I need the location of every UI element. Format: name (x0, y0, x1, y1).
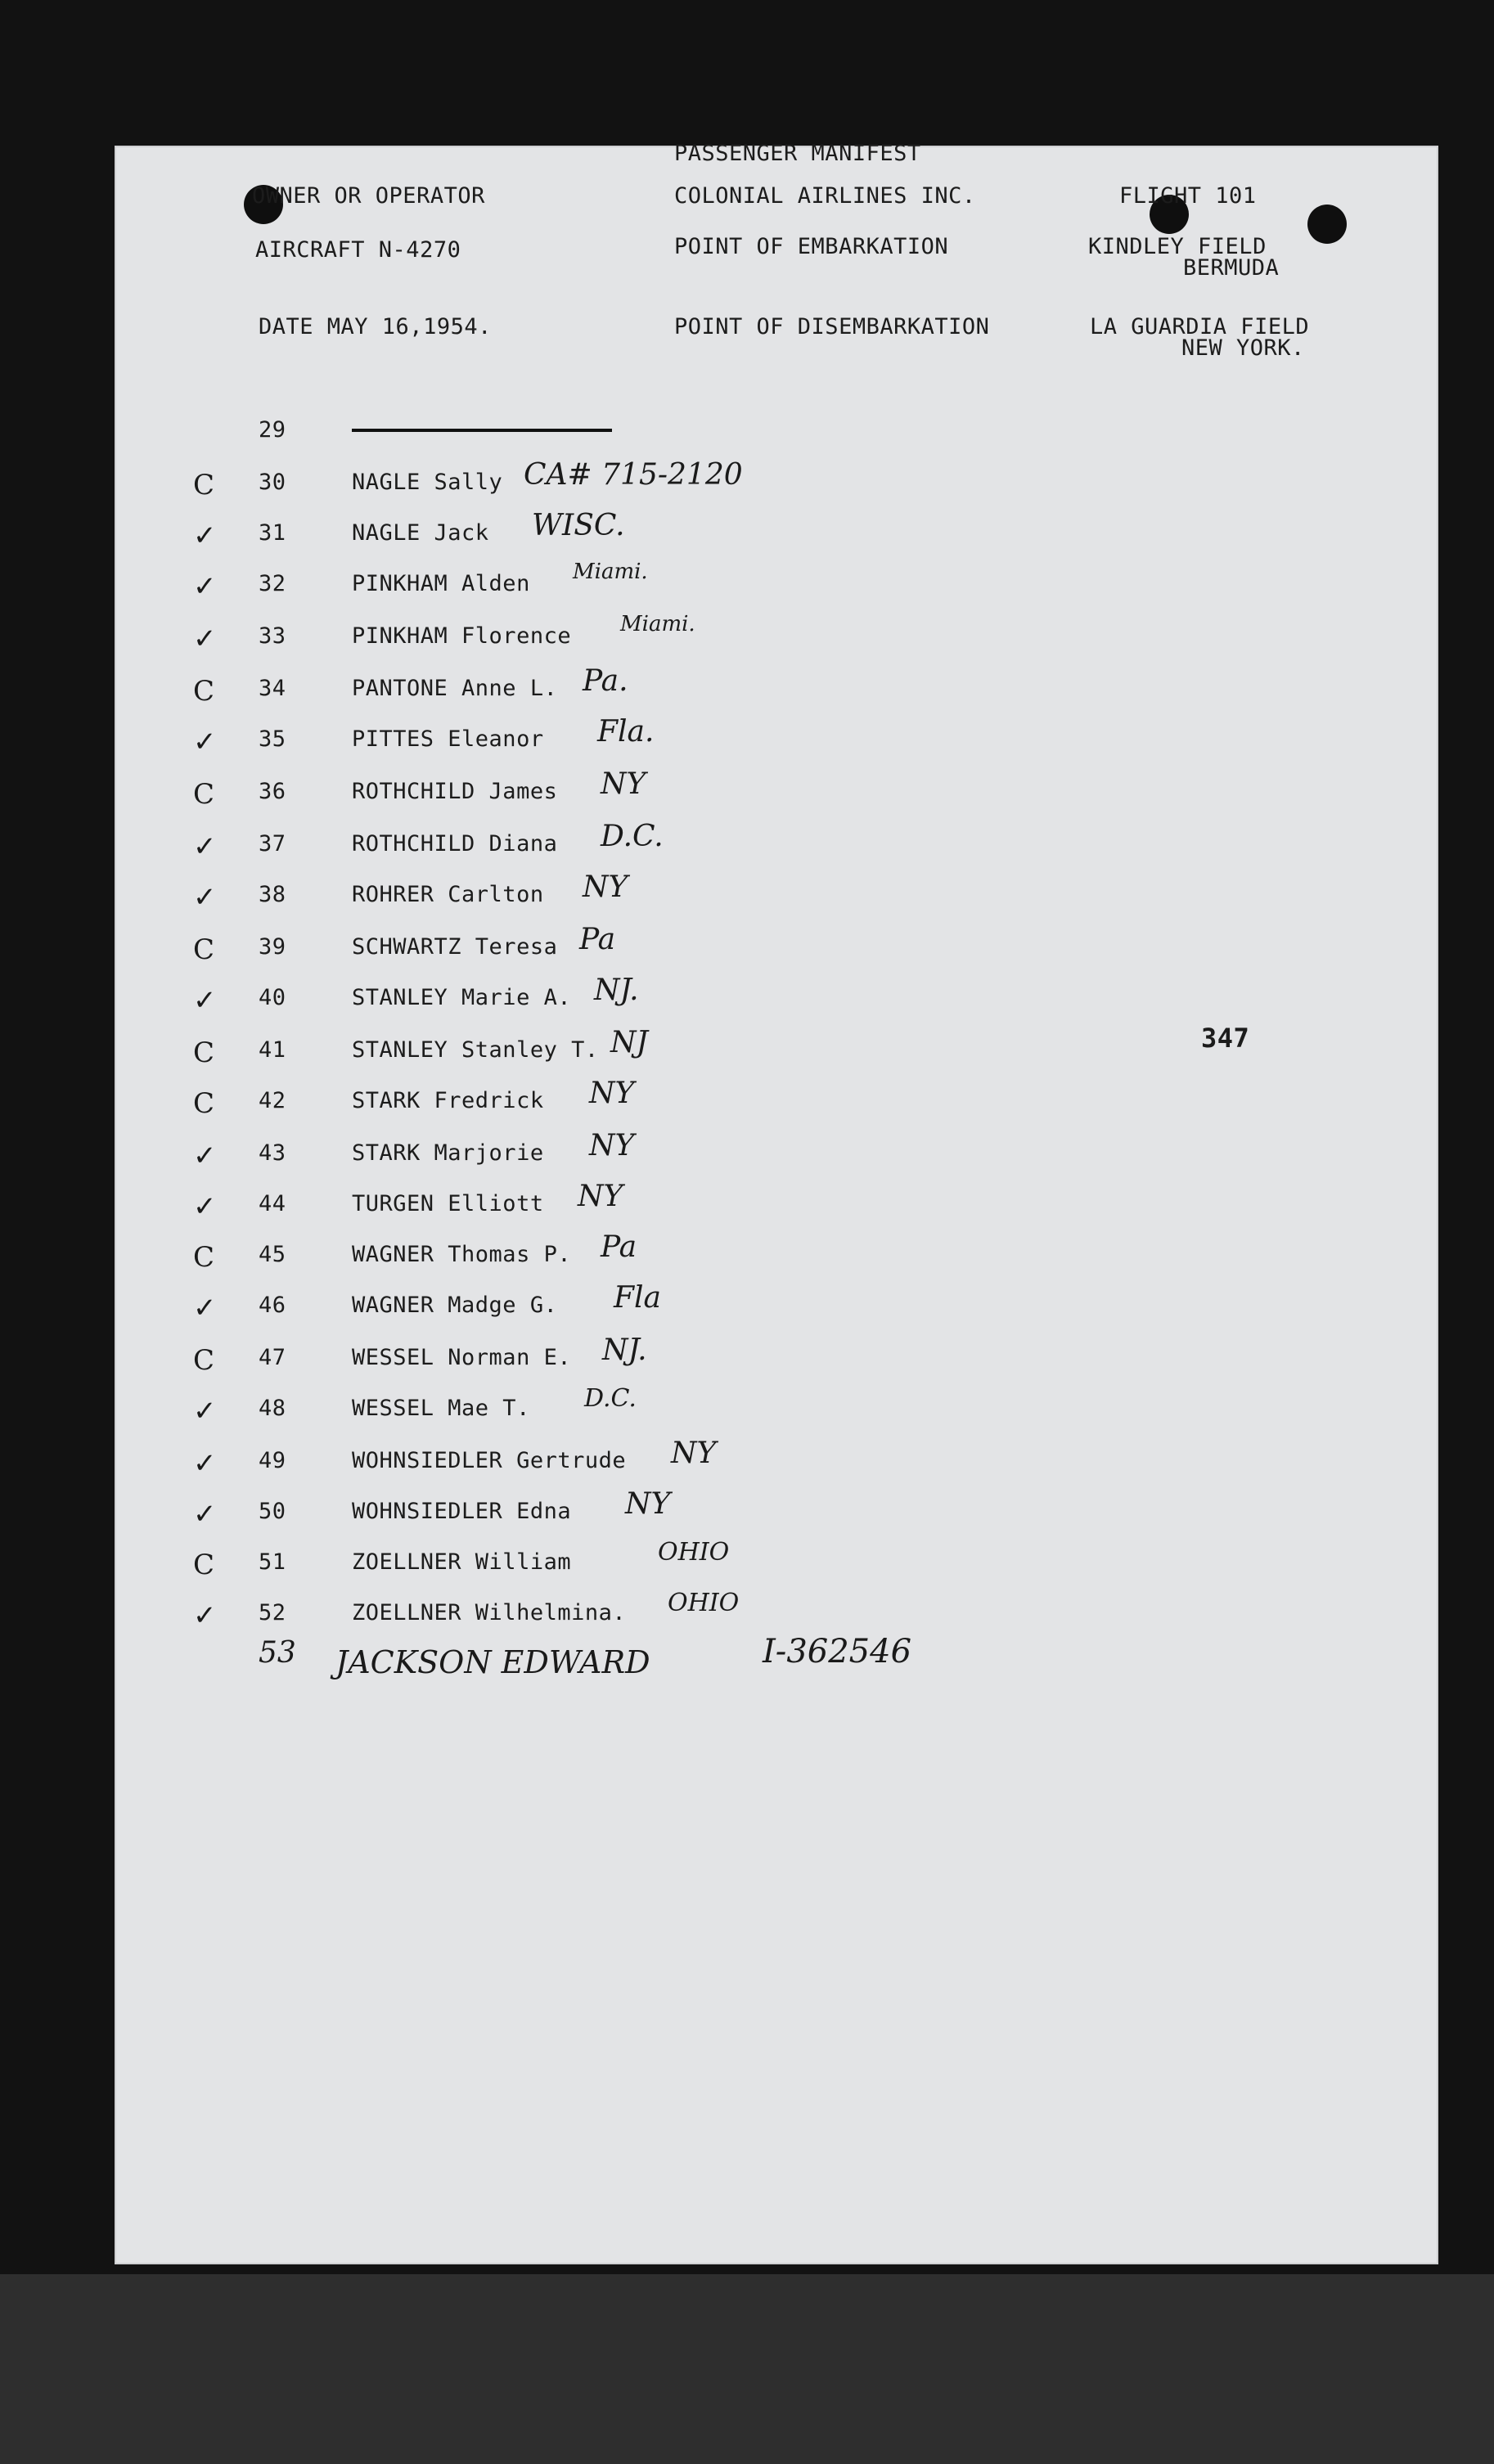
handwritten-check-mark: ✓ (193, 726, 217, 758)
passenger-name: ROTHCHILD James (352, 779, 558, 804)
passenger-name: STARK Fredrick (352, 1088, 544, 1113)
passenger-name: WESSEL Norman E. (352, 1345, 572, 1370)
handwritten-check-mark: ✓ (193, 1140, 217, 1172)
handwritten-note: NY (625, 1487, 671, 1521)
passenger-row (115, 973, 1438, 1018)
handwritten-check-mark: C (193, 675, 215, 708)
embarkation-label: POINT OF EMBARKATION (674, 234, 949, 259)
scanner-background (0, 2274, 1494, 2464)
passenger-number: 42 (259, 1088, 286, 1113)
passenger-row (115, 612, 1438, 656)
embarkation-country: BERMUDA (1183, 255, 1280, 281)
handwritten-note: Miami. (573, 560, 648, 584)
passenger-name: WAGNER Thomas P. (352, 1242, 572, 1267)
handwritten-check-mark: ✓ (193, 984, 217, 1017)
passenger-row (115, 715, 1438, 759)
handwritten-note: Fla (614, 1281, 661, 1315)
handwritten-note: NJ (610, 1026, 648, 1059)
passenger-number: 32 (259, 571, 286, 596)
added-passenger-row (115, 1633, 1438, 1680)
passenger-number: 36 (259, 779, 286, 804)
passenger-name: NAGLE Sally (352, 470, 503, 495)
passenger-name: WOHNSIEDLER Gertrude (352, 1448, 627, 1473)
handwritten-note: NY (601, 767, 646, 801)
passenger-name: ROTHCHILD Diana (352, 831, 558, 857)
handwritten-note: NY (671, 1437, 717, 1470)
passenger-number: 46 (259, 1293, 286, 1318)
passenger-name: SCHWARTZ Teresa (352, 934, 558, 960)
owner-label: OWNER OR OPERATOR (252, 183, 485, 209)
passenger-row (115, 923, 1438, 967)
handwritten-note: WISC. (532, 509, 625, 542)
passenger-row (115, 1333, 1438, 1378)
handwritten-check-mark: ✓ (193, 1498, 217, 1531)
passenger-row (115, 509, 1438, 553)
disembarkation-place: LA GUARDIA FIELD (1090, 314, 1310, 339)
passenger-number: 43 (259, 1140, 286, 1166)
passenger-number: 37 (259, 831, 286, 857)
passenger-name: ROHRER Carlton (352, 882, 544, 907)
handwritten-check-mark: ✓ (193, 623, 217, 655)
handwritten-check-mark: ✓ (193, 881, 217, 914)
passenger-name: NAGLE Jack (352, 520, 489, 546)
passenger-number: 52 (259, 1600, 286, 1625)
passenger-row (115, 458, 1438, 502)
handwritten-note: NY (578, 1180, 623, 1213)
handwritten-note: OHIO (658, 1538, 730, 1567)
passenger-row (115, 767, 1438, 812)
passenger-number: 50 (259, 1499, 286, 1524)
passenger-number: 44 (259, 1191, 286, 1216)
passenger-number: 45 (259, 1242, 286, 1267)
added-passenger-name: JACKSON EDWARD (335, 1644, 650, 1680)
passenger-row (115, 1281, 1438, 1325)
passenger-row (115, 560, 1438, 604)
passenger-number: 33 (259, 623, 286, 649)
passenger-row (115, 1129, 1438, 1173)
handwritten-note: Pa (601, 1230, 637, 1264)
handwritten-note: Fla. (597, 715, 655, 749)
passenger-row (115, 417, 1438, 450)
handwritten-note: NJ. (602, 1333, 647, 1367)
handwritten-check-mark: ✓ (193, 1395, 217, 1428)
flight-number: FLIGHT 101 (1119, 183, 1257, 209)
struck-out-name (352, 429, 612, 432)
passenger-row (115, 664, 1438, 708)
passenger-name: ZOELLNER Wilhelmina. (352, 1600, 627, 1625)
handwritten-check-mark: C (193, 469, 215, 501)
manifest-title: PASSENGER MANIFEST (674, 141, 921, 166)
airline-name: COLONIAL AIRLINES INC. (674, 183, 976, 209)
passenger-number: 51 (259, 1549, 286, 1575)
passenger-number: 39 (259, 934, 286, 960)
handwritten-check-mark: C (193, 1344, 215, 1377)
disembarkation-city: NEW YORK. (1181, 335, 1305, 361)
passenger-number: 34 (259, 676, 286, 701)
handwritten-check-mark: ✓ (193, 1292, 217, 1324)
passenger-row (115, 1077, 1438, 1121)
handwritten-check-mark: ✓ (193, 519, 217, 552)
passenger-number: 48 (259, 1396, 286, 1421)
manifest-page (115, 141, 1438, 2264)
passenger-name: WOHNSIEDLER Edna (352, 1499, 572, 1524)
handwritten-note: D.C. (584, 1384, 637, 1413)
passenger-row (115, 1487, 1438, 1531)
handwritten-note: NJ. (594, 973, 639, 1007)
manifest-date: DATE MAY 16,1954. (259, 314, 492, 339)
passenger-name: STANLEY Stanley T. (352, 1037, 599, 1063)
passenger-number: 41 (259, 1037, 286, 1063)
handwritten-check-mark: ✓ (193, 1190, 217, 1223)
passenger-number: 38 (259, 882, 286, 907)
passenger-number: 29 (259, 417, 286, 443)
page-number: 347 (1201, 1023, 1250, 1054)
handwritten-note: CA# 715-2120 (524, 458, 743, 492)
handwritten-note: OHIO (668, 1589, 740, 1617)
disembarkation-label: POINT OF DISEMBARKATION (674, 314, 990, 339)
passenger-number: 35 (259, 726, 286, 752)
handwritten-note: Miami. (620, 612, 695, 636)
handwritten-check-mark: C (193, 933, 215, 966)
passenger-row (115, 1437, 1438, 1481)
handwritten-note: D.C. (601, 820, 664, 853)
handwritten-check-mark: C (193, 1087, 215, 1120)
passenger-row (115, 820, 1438, 864)
passenger-row (115, 1538, 1438, 1582)
passenger-row (115, 1180, 1438, 1224)
handwritten-note: Pa (579, 923, 616, 956)
passenger-number: 31 (259, 520, 286, 546)
passenger-name: STANLEY Marie A. (352, 985, 572, 1010)
passenger-row (115, 870, 1438, 915)
passenger-name: PANTONE Anne L. (352, 676, 558, 701)
handwritten-check-mark: ✓ (193, 1447, 217, 1480)
passenger-number: 30 (259, 470, 286, 495)
handwritten-note: Pa. (583, 664, 628, 698)
punch-hole-right (1307, 205, 1347, 244)
added-passenger-number: 53 (259, 1636, 296, 1670)
handwritten-check-mark: ✓ (193, 830, 217, 863)
passenger-number: 47 (259, 1345, 286, 1370)
passenger-row (115, 1230, 1438, 1275)
passenger-number: 40 (259, 985, 286, 1010)
handwritten-check-mark: C (193, 778, 215, 811)
handwritten-check-mark: ✓ (193, 570, 217, 603)
passenger-name: PINKHAM Alden (352, 571, 530, 596)
handwritten-check-mark: C (193, 1036, 215, 1069)
handwritten-note: NY (583, 870, 628, 904)
handwritten-note: NY (589, 1077, 635, 1110)
handwritten-check-mark: ✓ (193, 1599, 217, 1632)
passenger-row (115, 1026, 1438, 1070)
passenger-name: TURGEN Elliott (352, 1191, 544, 1216)
passenger-row (115, 1384, 1438, 1428)
aircraft-number: AIRCRAFT N-4270 (255, 237, 461, 263)
passenger-name: STARK Marjorie (352, 1140, 544, 1166)
embarkation-place: KINDLEY FIELD (1088, 234, 1267, 259)
passenger-name: WESSEL Mae T. (352, 1396, 530, 1421)
passenger-name: ZOELLNER William (352, 1549, 572, 1575)
handwritten-note: NY (589, 1129, 635, 1162)
passenger-name: PINKHAM Florence (352, 623, 572, 649)
added-passenger-id: I-362546 (763, 1633, 912, 1670)
passenger-row (115, 1589, 1438, 1633)
passenger-name: PITTES Eleanor (352, 726, 544, 752)
passenger-name: WAGNER Madge G. (352, 1293, 558, 1318)
handwritten-check-mark: C (193, 1549, 215, 1581)
handwritten-check-mark: C (193, 1241, 215, 1274)
passenger-number: 49 (259, 1448, 286, 1473)
